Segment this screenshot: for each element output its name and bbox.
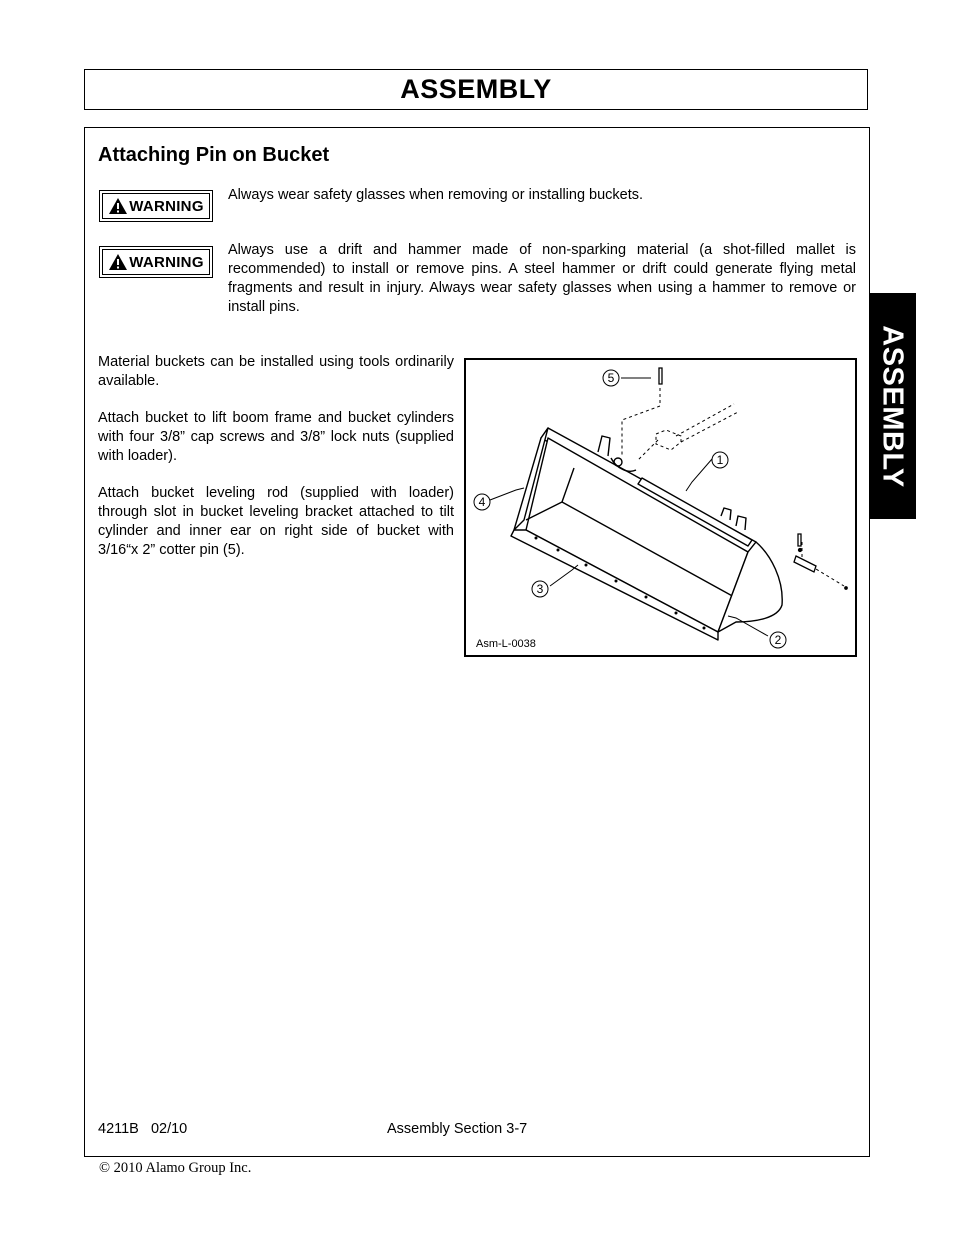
side-tab (869, 293, 916, 519)
footer-doc-id: 4211B 02/10 (98, 1121, 188, 1137)
content-panel (84, 127, 870, 1157)
callout-1: 1 (716, 453, 724, 467)
warning-badge-label: WARNING (129, 253, 204, 271)
warning-triangle-icon (108, 197, 128, 215)
side-tab-label: ASSEMBLY (877, 324, 909, 488)
callout-3: 3 (536, 582, 544, 596)
callout-4: 4 (478, 495, 486, 509)
bucket-figure (464, 358, 857, 657)
section-title: Attaching Pin on Bucket (98, 144, 330, 166)
warning-triangle-icon (108, 253, 128, 271)
header-title: ASSEMBLY (400, 74, 552, 104)
warning-badge (99, 190, 213, 222)
callout-2: 2 (774, 633, 782, 647)
paragraph: Material buckets can be installed using tools ordinarily available. (98, 354, 454, 389)
callout-5: 5 (607, 371, 615, 385)
warning-badge (99, 246, 213, 278)
instructions-column (98, 353, 454, 578)
paragraph: Attach bucket to lift boom frame and bucket cylinders with four 3/8” cap screws and 3/8” lock nuts (supplied with loader). (98, 410, 454, 464)
warning-badge-label: WARNING (129, 197, 204, 215)
footer-page-number: Assembly Section 3-7 (387, 1121, 528, 1137)
bucket-illustration (466, 360, 855, 655)
page-header (84, 69, 868, 110)
warning-text: Always use a drift and hammer made of non-sparking material (a shot-filled mallet is recommended) to install or remove pins. A steel hammer or drift could generate flying metal fragments and result in injury. Always wear safety glasses when using a hammer to remove or install pins. (228, 242, 856, 315)
copyright: © 2010 Alamo Group Inc. (99, 1160, 252, 1176)
warning-text: Always wear safety glasses when removing or installing buckets. (228, 187, 644, 203)
figure-label: Asm-L-0038 (476, 638, 536, 650)
paragraph: Attach bucket leveling rod (supplied with loader) through slot in bucket leveling bracket attached to tilt cylinder and inner ear on right side of bucket with 3/16“x 2” cotter pin (5). (98, 485, 454, 558)
